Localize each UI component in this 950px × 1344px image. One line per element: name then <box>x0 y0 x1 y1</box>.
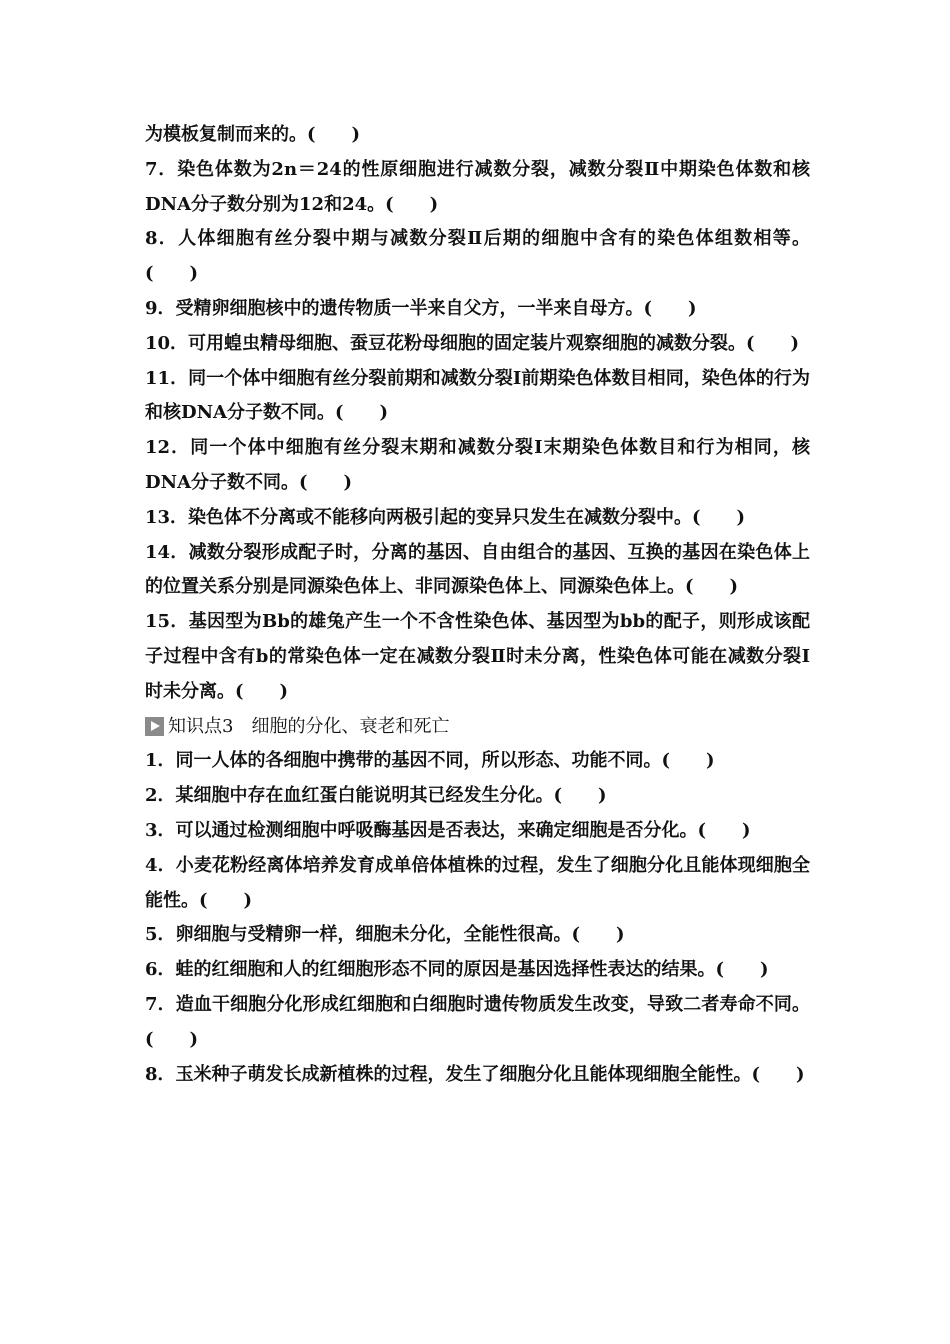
document-page <box>145 118 810 1092</box>
list-item: 3．可以通过检测细胞中呼吸酶基因是否表达，来确定细胞是否分化。( ) <box>145 819 751 841</box>
list-item: 9．受精卵细胞核中的遗传物质一半来自父方，一半来自母方。( ) <box>145 297 697 319</box>
list-item: 为模板复制而来的。( ) <box>145 124 361 145</box>
list-item: 12．同一个体中细胞有丝分裂末期和减数分裂Ⅰ末期染色体数目和行为相同，核DNA分子数不同。( ) <box>145 437 810 493</box>
list-item: 7．造血干细胞分化形成红细胞和白细胞时遗传物质发生改变，导致二者寿命不同。( ) <box>145 993 810 1050</box>
section-title: 知识点3 细胞的分化、衰老和死亡 <box>168 715 450 737</box>
section-heading <box>145 710 810 745</box>
list-item: 8．玉米种子萌发长成新植株的过程，发生了细胞分化且能体现细胞全能性。( ) <box>145 1063 805 1085</box>
list-item: 15．基因型为Bb的雄兔产生一个不含性染色体、基因型为bb的配子，则形成该配子过程中含有b的常染色体一定在减数分裂Ⅱ时未分离，性染色体可能在减数分裂Ⅰ时未分离。( ) <box>145 611 810 702</box>
list-item: 5．卵细胞与受精卵一样，细胞未分化，全能性很高。( ) <box>145 924 625 946</box>
list-item: 2．某细胞中存在血红蛋白能说明其已经发生分化。( ) <box>145 785 607 807</box>
list-item: 8．人体细胞有丝分裂中期与减数分裂Ⅱ后期的细胞中含有的染色体组数相等。( ) <box>145 228 810 285</box>
list-item: 13．染色体不分离或不能移向两极引起的变异只发生在减数分裂中。( ) <box>145 506 746 528</box>
list-item: 14．减数分裂形成配子时，分离的基因、自由组合的基因、互换的基因在染色体上的位置关系分别是同源染色体上、非同源染色体上、同源染色体上。( ) <box>145 541 810 598</box>
play-icon <box>145 717 164 736</box>
list-item: 10．可用蝗虫精母细胞、蚕豆花粉母细胞的固定装片观察细胞的减数分裂。( ) <box>145 332 800 354</box>
list-item: 6．蛙的红细胞和人的红细胞形态不同的原因是基因选择性表达的结果。( ) <box>145 959 769 981</box>
list-item: 7．染色体数为2n＝24的性原细胞进行减数分裂，减数分裂Ⅱ中期染色体数和核DNA分子数分别为12和24。( ) <box>145 158 810 215</box>
list-item: 11．同一个体中细胞有丝分裂前期和减数分裂Ⅰ前期染色体数目相同，染色体的行为和核DNA分子数不同。( ) <box>145 367 810 424</box>
list-item: 1．同一人体的各细胞中携带的基因不同，所以形态、功能不同。( ) <box>145 750 715 772</box>
list-item: 4．小麦花粉经离体培养发育成单倍体植株的过程，发生了细胞分化且能体现细胞全能性。( ) <box>145 854 810 911</box>
